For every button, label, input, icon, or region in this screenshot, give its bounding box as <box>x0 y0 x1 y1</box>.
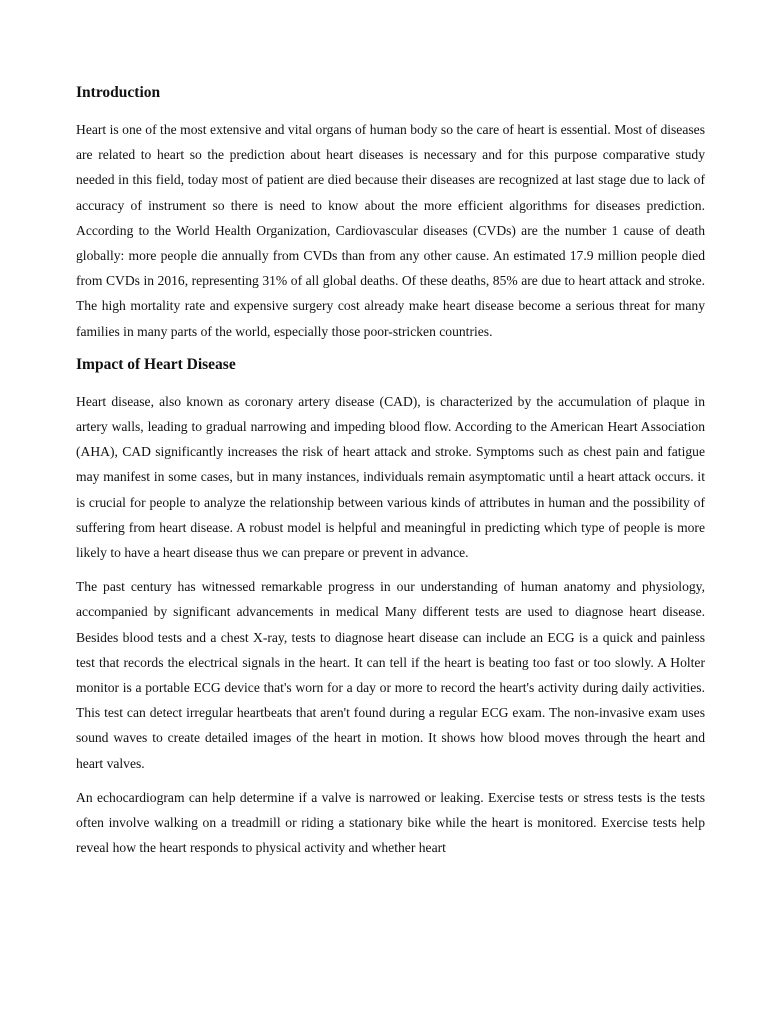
impact-paragraph-2: The past century has witnessed remarkable progress in our understanding of human anatomy and physiology, accompanied by significant advancements in medical Many different tests are used to diagnose heart disease. Besides blood tests and a chest X-ray, tests to diagnose heart disease can include an ECG is a quick and painless test that records the electrical signals in the heart. It can tell if the heart is beating too fast or too slowly. A Holter monitor is a portable ECG device that's worn for a day or more to record the heart's activity during daily activities. This test can detect irregular heartbeats that aren't found during a regular ECG exam. The non-invasive exam uses sound waves to create detailed images of the heart in motion. It shows how blood moves through the heart and heart valves. <box>76 579 705 771</box>
impact-paragraph-3: An echocardiogram can help determine if a valve is narrowed or leaking. Exercise tests or stress tests is the tests often involve walking on a treadmill or riding a stationary bike while the heart is monitored. Exercise tests help reveal how the heart responds to physical activity and whether heart <box>76 789 705 856</box>
intro-paragraph: Heart is one of the most extensive and vital organs of human body so the care of heart is essential. Most of diseases are related to heart so the prediction about heart diseases is necessary and for this purpose comparative study needed in this field, today most of patient are died because their diseases are recognized at last stage due to lack of accuracy of instrument so there is need to know about the more efficient algorithms for diseases prediction. According to the World Health Organization, Cardiovascular diseases (CVDs) are the number 1 cause of death globally: more people die annually from CVDs than from any other cause. An estimated 17.9 million people died from CVDs in 2016, representing 31% of all global deaths. Of these deaths, 85% are due to heart attack and stroke. The high mortality rate and expensive surgery cost already make heart disease become a serious threat for many families in many parts of the world, especially those poor-stricken countries. <box>76 122 705 339</box>
impact-paragraph-1: Heart disease, also known as coronary artery disease (CAD), is characterized by the accumulation of plaque in artery walls, leading to gradual narrowing and impeding blood flow. According to the American Heart Association (AHA), CAD significantly increases the risk of heart attack and stroke. Symptoms such as chest pain and fatigue may manifest in some cases, but in many instances, individuals remain asymptomatic until a heart attack occurs. it is crucial for people to analyze the relationship between various kinds of attributes in human and the possibility of suffering from heart disease. A robust model is helpful and meaningful in predicting which type of people is more likely to have a heart disease thus we can prepare or prevent in advance. <box>76 393 705 561</box>
section-heading-impact: Impact of Heart Disease <box>76 355 236 373</box>
document-page <box>76 80 705 869</box>
section-heading-introduction: Introduction <box>76 84 161 101</box>
